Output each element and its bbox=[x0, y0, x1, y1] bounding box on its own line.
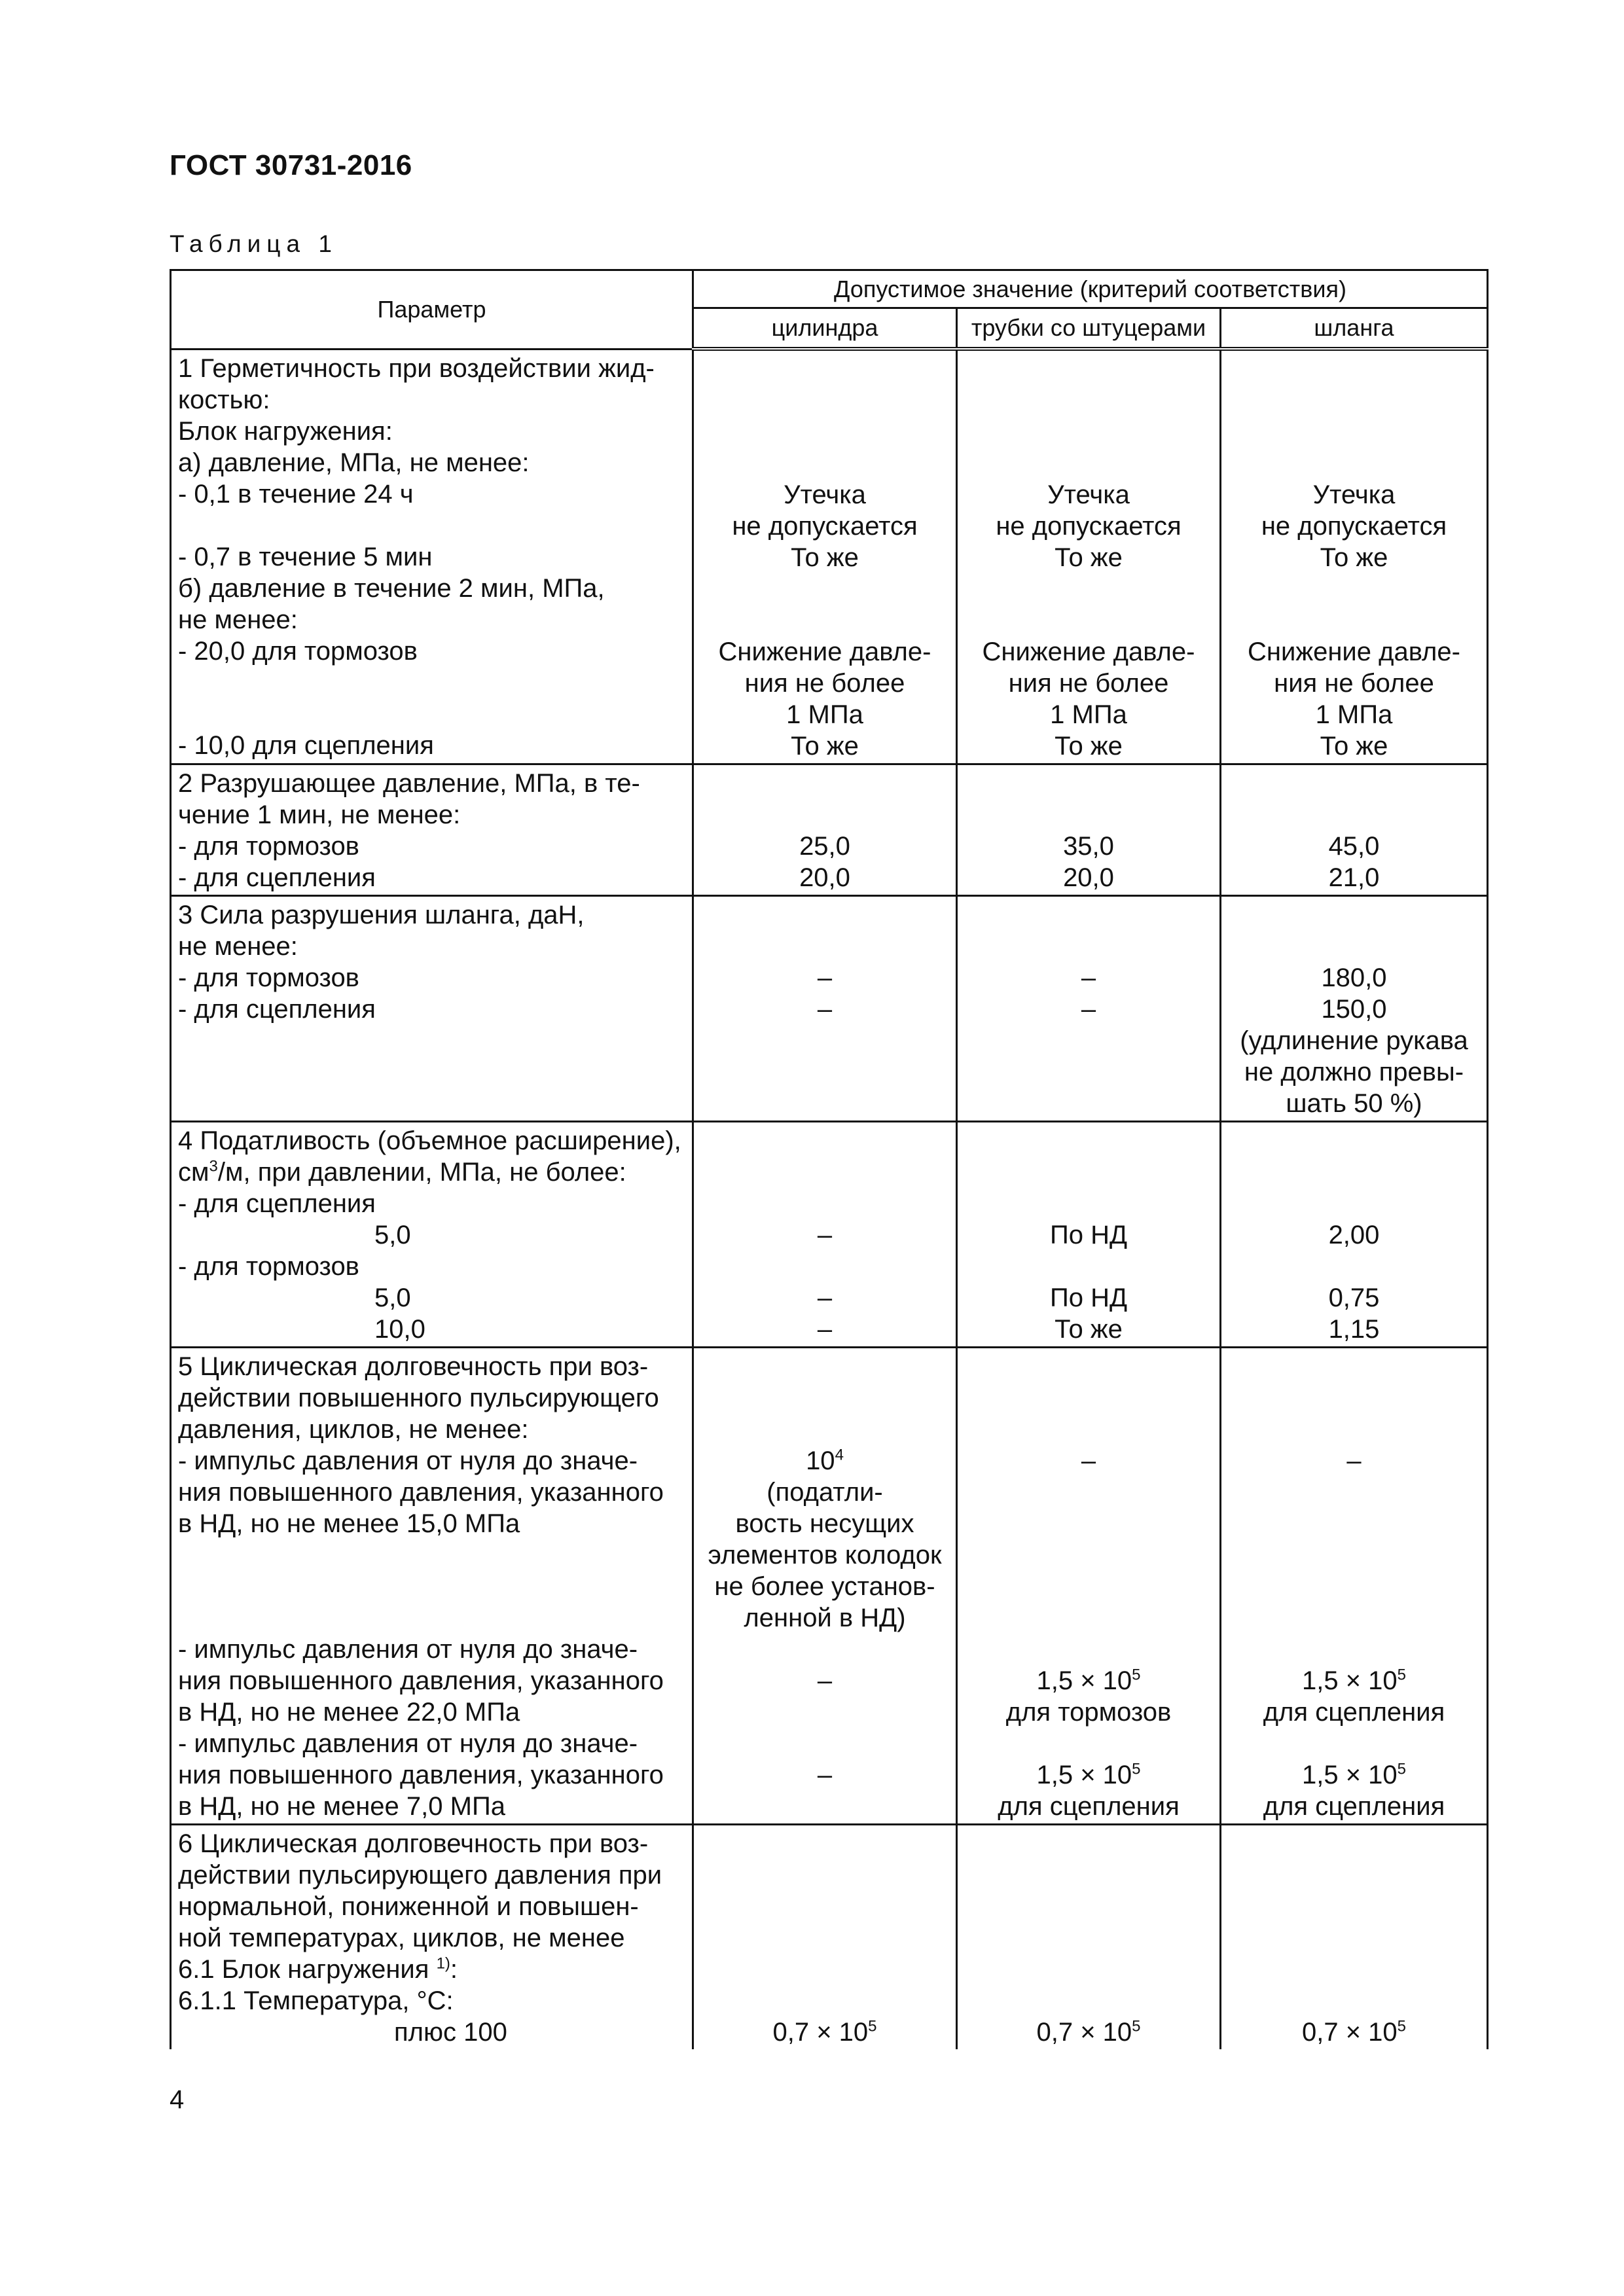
value-line: $10^4$ bbox=[806, 1446, 844, 1475]
value-line: То же bbox=[791, 543, 859, 572]
param-line: 2 Разрушающее давление, МПа, в те- bbox=[178, 769, 640, 798]
header-tube: трубки со штуцерами bbox=[957, 308, 1221, 350]
value-line: Утечка bbox=[1312, 480, 1396, 509]
value-line: Снижение давле- bbox=[982, 637, 1195, 666]
param-line: - импульс давления от нуля до значе- bbox=[178, 1729, 638, 1758]
cylinder-value-cell bbox=[693, 1825, 957, 2050]
value-line: 21,0 bbox=[1328, 863, 1380, 892]
param-line: 5,0 bbox=[374, 1283, 411, 1312]
param-line: ния повышенного давления, указанного bbox=[178, 1761, 664, 1789]
value-line: По НД bbox=[1049, 1283, 1128, 1312]
param-cell bbox=[171, 1348, 693, 1825]
value-line: – bbox=[817, 1283, 833, 1312]
param-line: действии повышенного пульсирующего bbox=[178, 1384, 659, 1412]
value-line: По НД bbox=[1049, 1221, 1128, 1249]
value-line: 1 МПа bbox=[1050, 700, 1127, 729]
param-line: 6.1.1 Температура, °С: bbox=[178, 1986, 454, 2015]
value-line: – bbox=[817, 1221, 833, 1249]
value-line: ленной в НД) bbox=[744, 1604, 906, 1632]
param-line: - импульс давления от нуля до значе- bbox=[178, 1635, 638, 1664]
param-line: - 0,7 в течение 5 мин bbox=[178, 542, 433, 571]
param-line: 6.1 Блок нагружения $^{1)}$: bbox=[178, 1954, 458, 1984]
value-line: ния не более bbox=[1008, 669, 1169, 698]
param-line: в НД, но не менее 22,0 МПа bbox=[178, 1698, 520, 1727]
value-line: не допускается bbox=[1261, 512, 1447, 541]
table-row bbox=[171, 1348, 1488, 1825]
tube-value-cell bbox=[957, 349, 1221, 764]
value-line: – bbox=[817, 1315, 833, 1344]
value-line: 1 МПа bbox=[786, 700, 863, 729]
value-line: вость несущих bbox=[735, 1509, 914, 1538]
value-line: не более установ- bbox=[714, 1572, 935, 1601]
value-line: 20,0 bbox=[799, 863, 850, 892]
value-line: $0,7 \times 10^5$ bbox=[1301, 2017, 1407, 2047]
param-line: - для тормозов bbox=[178, 1252, 359, 1281]
param-line: костью: bbox=[178, 385, 270, 414]
requirements-table bbox=[170, 269, 1489, 2049]
param-line: - импульс давления от нуля до значе- bbox=[178, 1446, 638, 1475]
hose-value-cell bbox=[1221, 896, 1488, 1122]
value-line: – bbox=[817, 1761, 833, 1789]
cylinder-value-cell bbox=[693, 1348, 957, 1825]
value-line: То же bbox=[1055, 732, 1123, 761]
value-line: для сцепления bbox=[1263, 1792, 1445, 1821]
value-line: 150,0 bbox=[1321, 995, 1387, 1024]
value-line: 1,15 bbox=[1328, 1315, 1380, 1344]
param-line bbox=[178, 510, 685, 541]
value-line: ния не более bbox=[744, 669, 905, 698]
value-line: $1,5 \times 10^5$ bbox=[1036, 1760, 1141, 1789]
table-row bbox=[171, 349, 1488, 764]
value-line: $0,7 \times 10^5$ bbox=[1036, 2017, 1141, 2047]
param-line: - для сцепления bbox=[178, 1189, 376, 1218]
value-line: 0,75 bbox=[1328, 1283, 1380, 1312]
cylinder-value-cell bbox=[693, 896, 957, 1122]
param-line: ния повышенного давления, указанного bbox=[178, 1666, 664, 1695]
param-line: не менее: bbox=[178, 605, 298, 634]
value-line: $1,5 \times 10^5$ bbox=[1301, 1666, 1407, 1695]
tube-value-cell bbox=[957, 1825, 1221, 2050]
table-row bbox=[171, 1825, 1488, 2050]
value-line: элементов колодок bbox=[708, 1541, 942, 1570]
param-line: 5,0 bbox=[374, 1221, 411, 1249]
cylinder-value-cell bbox=[693, 764, 957, 896]
param-cell bbox=[171, 896, 693, 1122]
param-line: не менее: bbox=[178, 932, 298, 961]
param-line: - 10,0 для сцепления bbox=[178, 730, 434, 760]
header-hose: шланга bbox=[1221, 308, 1488, 350]
param-line: 4 Податливость (объемное расширение), bbox=[178, 1126, 681, 1155]
param-line: ной температурах, циклов, не менее bbox=[178, 1924, 625, 1952]
value-line: Снижение давле- bbox=[718, 637, 931, 666]
value-line: не должно превы- bbox=[1244, 1058, 1464, 1086]
value-line: – bbox=[1081, 1446, 1096, 1475]
value-line: – bbox=[817, 1666, 833, 1695]
param-line: ния повышенного давления, указанного bbox=[178, 1478, 664, 1507]
table-row bbox=[171, 764, 1488, 896]
value-line: шать 50 %) bbox=[1286, 1089, 1422, 1118]
value-line: Утечка bbox=[784, 480, 866, 509]
param-line: 3 Сила разрушения шланга, даН, bbox=[178, 901, 585, 929]
value-line: То же bbox=[1055, 543, 1123, 572]
param-line: 5 Циклическая долговечность при воз- bbox=[178, 1352, 649, 1381]
param-line: в НД, но не менее 7,0 МПа bbox=[178, 1792, 505, 1821]
param-cell bbox=[171, 1122, 693, 1348]
value-line: Снижение давле- bbox=[1248, 637, 1460, 666]
param-line: - для тормозов bbox=[178, 963, 359, 992]
tube-value-cell bbox=[957, 764, 1221, 896]
value-line: – bbox=[1346, 1446, 1362, 1475]
param-line: Блок нагружения: bbox=[178, 416, 393, 446]
param-line: плюс 100 bbox=[394, 2018, 507, 2047]
document-header: ГОСТ 30731-2016 bbox=[170, 149, 412, 181]
param-cell bbox=[171, 764, 693, 896]
param-cell bbox=[171, 1825, 693, 2050]
header-allowed-value: Допустимое значение (критерий соответствия) bbox=[693, 270, 1488, 308]
header-cylinder: цилиндра bbox=[693, 308, 957, 350]
value-line: То же bbox=[1320, 543, 1388, 572]
value-line: – bbox=[817, 963, 833, 992]
cylinder-value-cell bbox=[693, 1122, 957, 1348]
value-line: не допускается bbox=[732, 512, 918, 541]
value-line: 1 МПа bbox=[1315, 700, 1393, 729]
param-line: - для сцепления bbox=[178, 995, 376, 1024]
param-line: действии пульсирующего давления при bbox=[178, 1861, 662, 1890]
value-line: $0,7 \times 10^5$ bbox=[772, 2017, 877, 2047]
value-line: 20,0 bbox=[1063, 863, 1114, 892]
value-line: (удлинение рукава bbox=[1240, 1026, 1468, 1055]
value-line: (податли- bbox=[767, 1478, 883, 1507]
tube-value-cell bbox=[957, 1122, 1221, 1348]
value-line: 2,00 bbox=[1328, 1221, 1380, 1249]
hose-value-cell bbox=[1221, 1122, 1488, 1348]
page-number: 4 bbox=[170, 2085, 185, 2114]
value-line: для тормозов bbox=[1005, 1698, 1172, 1727]
param-line: - 0,1 в течение 24 ч bbox=[178, 479, 414, 509]
param-line: - для тормозов bbox=[178, 832, 359, 861]
param-line: нормальной, пониженной и повышен- bbox=[178, 1892, 639, 1921]
param-line: давления, циклов, не менее: bbox=[178, 1415, 529, 1444]
param-line: 10,0 bbox=[374, 1315, 425, 1344]
value-line: ния не более bbox=[1274, 669, 1434, 698]
table-row bbox=[171, 1122, 1488, 1348]
value-line: 45,0 bbox=[1328, 832, 1380, 861]
value-line: $1,5 \times 10^5$ bbox=[1036, 1666, 1141, 1695]
value-line: То же bbox=[791, 732, 859, 761]
value-line: 35,0 bbox=[1063, 832, 1114, 861]
param-line: - 20,0 для тормозов bbox=[178, 636, 418, 666]
value-line: 25,0 bbox=[799, 832, 850, 861]
param-line: 1 Герметичность при воздействии жид- bbox=[178, 353, 655, 383]
param-line bbox=[178, 698, 685, 730]
value-line: $1,5 \times 10^5$ bbox=[1301, 1760, 1407, 1789]
value-line: – bbox=[1081, 995, 1096, 1024]
param-line: $см^3/м$, при давлении, МПа, не более: bbox=[178, 1157, 626, 1187]
tube-value-cell bbox=[957, 896, 1221, 1122]
value-line: 180,0 bbox=[1321, 963, 1387, 992]
param-cell bbox=[171, 349, 693, 764]
value-line: То же bbox=[1055, 1315, 1123, 1344]
value-line: Утечка bbox=[1047, 480, 1130, 509]
tube-value-cell bbox=[957, 1348, 1221, 1825]
cylinder-value-cell bbox=[693, 349, 957, 764]
hose-value-cell bbox=[1221, 1348, 1488, 1825]
param-line: б) давление в течение 2 мин, МПа, bbox=[178, 573, 605, 603]
value-line: – bbox=[817, 995, 833, 1024]
hose-value-cell bbox=[1221, 1825, 1488, 2050]
hose-value-cell bbox=[1221, 764, 1488, 896]
param-line: 6 Циклическая долговечность при воз- bbox=[178, 1829, 649, 1858]
value-line: не допускается bbox=[996, 512, 1182, 541]
hose-value-cell bbox=[1221, 349, 1488, 764]
table-caption: Таблица 1 bbox=[170, 230, 338, 257]
param-line bbox=[178, 667, 685, 698]
value-line: – bbox=[1081, 963, 1096, 992]
param-line: а) давление, МПа, не менее: bbox=[178, 448, 530, 477]
table-row bbox=[171, 896, 1488, 1122]
value-line: для сцепления bbox=[998, 1792, 1180, 1821]
param-line: - для сцепления bbox=[178, 863, 376, 892]
param-line: в НД, но не менее 15,0 МПа bbox=[178, 1509, 520, 1538]
value-line: для сцепления bbox=[1263, 1698, 1445, 1727]
value-line: То же bbox=[1320, 732, 1388, 761]
param-line: чение 1 мин, не менее: bbox=[178, 800, 461, 829]
header-parameter: Параметр bbox=[171, 270, 693, 350]
